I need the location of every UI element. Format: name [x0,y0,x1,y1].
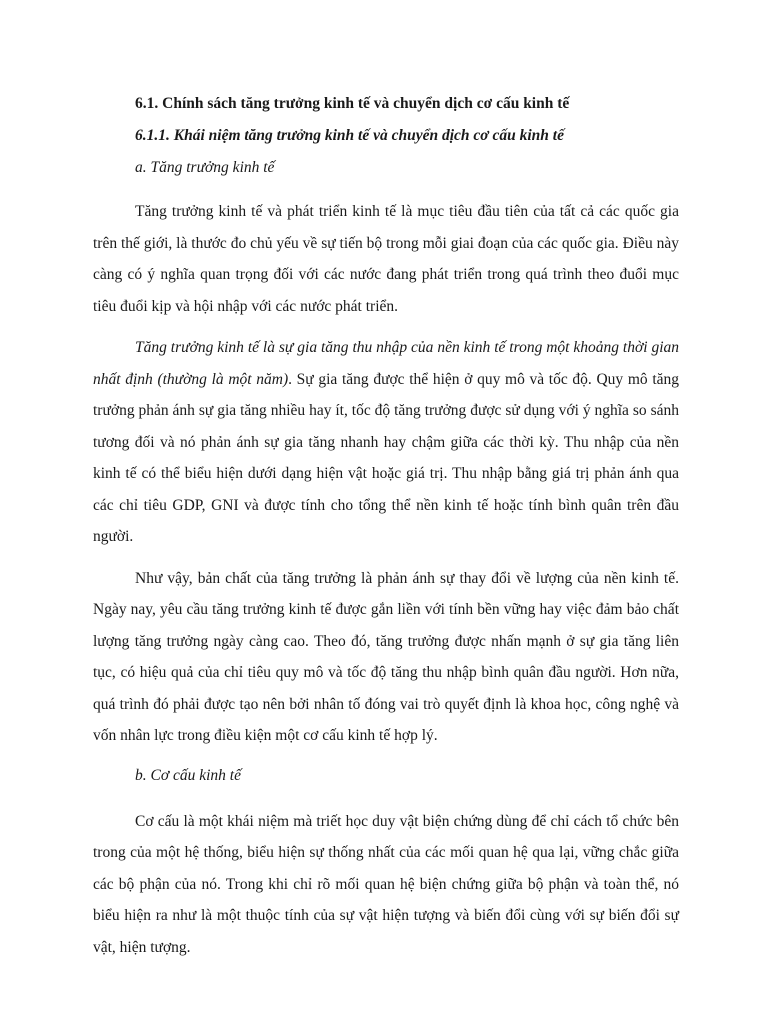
subheading-economic-growth: a. Tăng trưởng kinh tế [135,159,275,176]
section-heading: 6.1. Chính sách tăng trưởng kinh tế và chuyển dịch cơ cấu kinh tế [135,95,570,112]
document-body [93,92,679,973]
paragraph-4: Cơ cấu là một khái niệm mà triết học duy vật biện chứng dùng để chỉ cách tổ chức bên trong của một hệ thống, biểu hiện sự thống nhất của các mối quan hệ qua lại, vững chắc giữa các bộ phận của nó. Trong khi chỉ rõ mối quan hệ biện chứng giữa bộ phận và toàn thể, nó biểu hiện ra như là một thuộc tính của sự vật hiện tượng và biến đổi cùng với sự biến đổi sự vật, hiện tượng. [93,812,679,956]
paragraph-3: Như vậy, bản chất của tăng trưởng là phản ánh sự thay đổi về lượng của nền kinh tế. Ngày nay, yêu cầu tăng trưởng kinh tế được gắn liền với tính bền vững hay việc đảm bảo chất lượng tăng trưởng ngày càng cao. Theo đó, tăng trưởng được nhấn mạnh ở sự gia tăng liên tục, có hiệu quả của chỉ tiêu quy mô và tốc độ tăng thu nhập bình quân đầu người. Hơn nữa, quá trình đó phải được tạo nên bởi nhân tố đóng vai trò quyết định là khoa học, công nghệ và vốn nhân lực trong điều kiện một cơ cấu kinh tế hợp lý. [93,569,679,744]
paragraph-2-text: . Sự gia tăng được thể hiện ở quy mô và tốc độ. Quy mô tăng trưởng phản ánh sự gia tăng nhiều hay ít, tốc độ tăng trưởng được sử dụng với ý nghĩa so sánh tương đối và nó phản ánh sự gia tăng nhanh hay chậm giữa các thời kỳ. Thu nhập của nền kinh tế có thể biểu hiện dưới dạng hiện vật hoặc giá trị. Thu nhập bằng giá trị phản ánh qua các chỉ tiêu GDP, GNI và được tính cho tổng thể nền kinh tế hoặc tính bình quân trên đầu người. [93,370,680,545]
subheading-economic-structure: b. Cơ cấu kinh tế [135,766,241,784]
definition-italic: Tăng trưởng kinh tế là sự gia tăng thu nhập của nền kinh tế trong một khoảng thời gian nhất định (thường là một năm) [93,339,679,388]
paragraph-2 [93,332,679,553]
paragraph-1: Tăng trưởng kinh tế và phát triển kinh tế là mục tiêu đầu tiên của tất cả các quốc gia trên thế giới, là thước đo chủ yếu về sự tiến bộ trong mỗi giai đoạn của các quốc gia. Điều này càng có ý nghĩa quan trọng đối với các nước đang phát triển trong quá trình theo đuổi mục tiêu đuổi kịp và hội nhập với các nước phát triển. [93,203,679,315]
subsection-heading: 6.1.1. Khái niệm tăng trưởng kinh tế và chuyển dịch cơ cấu kinh tế [135,127,564,144]
